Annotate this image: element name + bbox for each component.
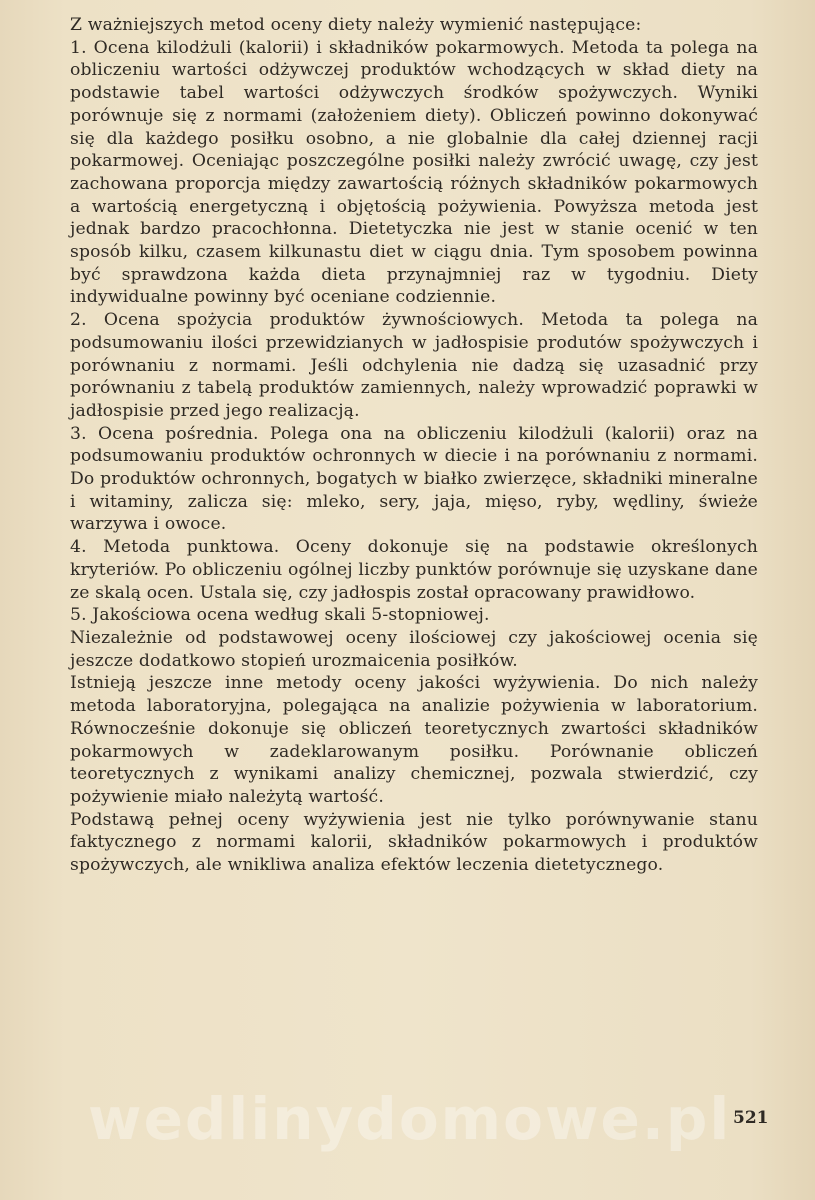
page-body-text — [70, 14, 758, 877]
paragraph-method-5: 5. Jakościowa ocena według skali 5-stopniowej. — [70, 605, 490, 626]
paragraph-method-2: 2. Ocena spożycia produktów żywnościowych. Metoda ta polega na podsumowaniu ilości przewidzianych w jadłospisie produtów spożywczych i porównaniu z normami. Jeśli odchylenia nie dadzą się uzasadnić przy porównaniu z tabelą produktów zamiennych, należy wprowadzić poprawki w jadłospisie przed jego realizacją. — [70, 310, 758, 421]
paragraph-intro: Z ważniejszych metod oceny diety należy wymienić następujące: — [70, 15, 642, 35]
paragraph-variety: Niezależnie od podstawowej oceny ilościowej czy jakościowej ocenia się jeszcze dodatkowo stopień urozmaicenia posiłków. — [70, 627, 758, 671]
paragraph-conclusion: Podstawą pełnej oceny wyżywienia jest nie tylko porównywanie stanu faktycznego z normami kalorii, składników pokarmowych i produktów spożywczych, ale wnikliwa analiza efektów leczenia dietetycznego. — [70, 809, 758, 876]
watermark: wedlinydomowe.pl — [88, 1085, 732, 1153]
paragraph-method-3: 3. Ocena pośrednia. Polega ona na obliczeniu kilodżuli (kalorii) oraz na podsumowaniu produktów ochronnych w diecie i na porównaniu z normami. Do produktów ochronnych, bogatych w białko zwierzęce, składniki mineralne i witaminy, zalicza się: mleko, sery, jaja, mięso, ryby, wędliny, świeże warzywa i owoce. — [70, 423, 758, 535]
paragraph-method-4: 4. Metoda punktowa. Oceny dokonuje się na podstawie określonych kryteriów. Po obliczeniu ogólnej liczby punktów porównuje się uzyskane dane ze skalą ocen. Ustala się, czy jadłospis został opracowany prawidłowo. — [70, 537, 758, 603]
page-number: 521 — [733, 1108, 769, 1128]
paragraph-method-1: 1. Ocena kilodżuli (kalorii) i składników pokarmowych. Metoda ta polega na obliczeniu wartości odżywczej produktów wchodzących w skład diety na podstawie tabel wartości odżywczych środków spożywczych. Wyniki porównuje się z normami (założeniem diety). Obliczeń powinno dokonywać się dla każdego posiłku osobno, a nie globalnie dla całej dziennej racji pokarmowej. Oceniając poszczególne posiłki należy zwrócić uwagę, czy jest zachowana proporcja między zawartością różnych składników pokarmowych a wartością energetyczną i objętością pożywienia. Powyższa metoda jest jednak bardzo pracochłonna. Dietetyczka nie jest w stanie ocenić w ten sposób kilku, czasem kilkunastu diet w ciągu dnia. Tym sposobem powinna być sprawdzona każda dieta przynajmniej raz w tygodniu. Diety indywidualne powinny być oceniane codziennie. — [70, 37, 758, 308]
paragraph-laboratory: Istnieją jeszcze inne metody oceny jakości wyżywienia. Do nich należy metoda laboratoryjna, polegająca na analizie pożywienia w laboratorium. Równocześnie dokonuje się obliczeń teoretycznych zwartości składników pokarmowych w zadeklarowanym posiłku. Porównanie obliczeń teoretycznych z wynikami analizy chemicznej, pozwala stwierdzić, czy pożywienie miało należytą wartość. — [70, 673, 758, 807]
